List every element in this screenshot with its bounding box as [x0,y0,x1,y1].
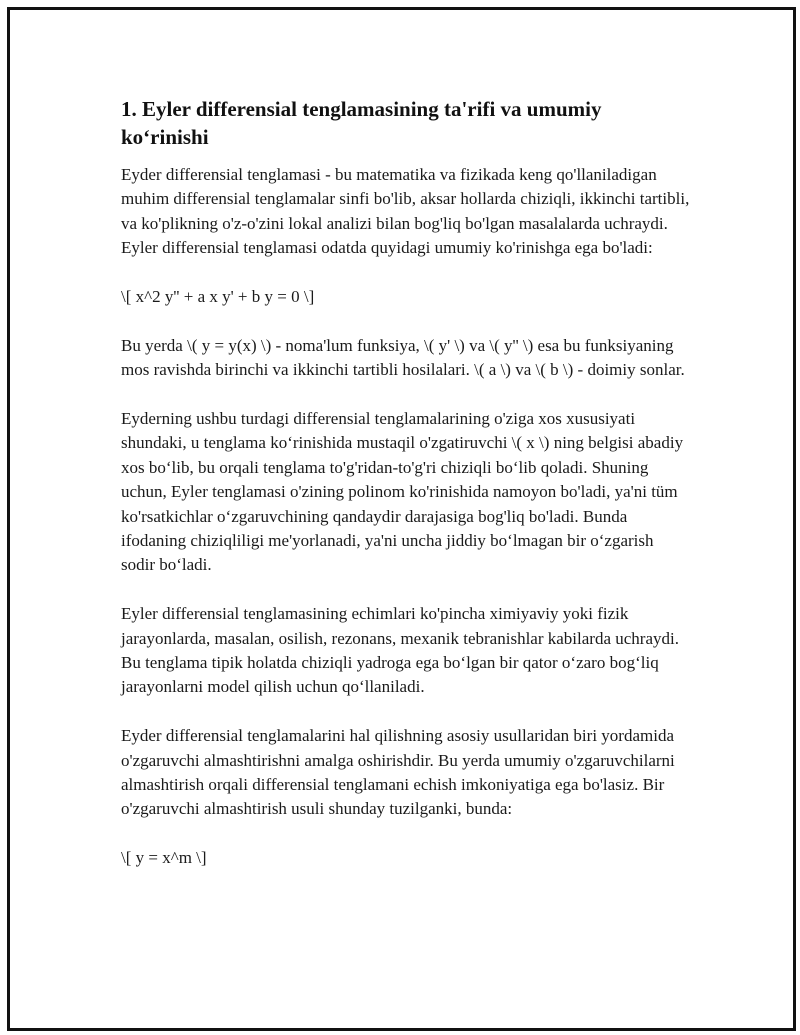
paragraph-intro: Eyder differensial tenglamasi - bu matematika va fizikada keng qo'llaniladigan muhim differensial tenglamalar sinfi bo'lib, aksar hollarda chiziqli, ikkinchi tartibli, va ko'plikning o'z-o'zini lokal analizi bilan bog'liq bo'lgan masalalarda uchraydi. Eyler differensial tenglamasi odatda quyidagi umumiy ko'rinishga ega bo'ladi: [121,165,690,258]
formula-euler-equation: \[ x^2 y'' + a x y' + b y = 0 \] [121,287,315,307]
document-content [121,95,691,895]
document-page [7,7,796,1031]
formula-substitution: \[ y = x^m \] [121,848,207,868]
paragraph-solution-method: Eyder differensial tenglamalarini hal qilishning asosiy usullaridan biri yordamida o'zgaruvchi almashtirishni amalga oshirishdir. Bu yerda umumiy o'zgaruvchilarni almashtirish orqali differensial tenglamani echish imkoniyatiga ega bo'lasiz. Bir o'zgaruvchi almashtirish usuli shunday tuzilganki, bunda: [121,726,675,819]
paragraph-definitions: Bu yerda \( y = y(x) \) - noma'lum funksiya, \( y' \) va \( y'' \) esa bu funksiyaning mos ravishda birinchi va ikkinchi tartibli hosilalari. \( a \) va \( b \) - doimiy sonlar. [121,335,685,380]
paragraph-applications: Eyler differensial tenglamasining echimlari ko'pincha ximiyaviy yoki fizik jarayonlarda, masalan, osilish, rezonans, mexanik tebranishlar kabilarda uchraydi. Bu tenglama tipik holatda chiziqli yadroga ega bo‘lgan bir qator o‘zaro bog‘liq jarayonlarni model qilish uchun qo‘llaniladi. [121,604,679,697]
paragraph-properties: Eyderning ushbu turdagi differensial tenglamalarining o'ziga xos xususiyati shundaki, u tenglama ko‘rinishida mustaqil o'zgatiruvchi \( x \) ning belgisi abadiy xos bo‘lib, bu orqali tenglama to'g'ridan-to'g'ri chiziqli bo‘lib qoladi. Shuning uchun, Eyler tenglamasi o'zining polinom ko'rinishida namoyon bo'ladi, ya'ni tüm ko'rsatkichlar o‘zgaruvchining qandaydir darajasiga bog'liq bo'ladi. Bunda ifodaning chiziqliligi me'yorlanadi, ya'ni uncha jiddiy bo‘lmagan bir o‘zgarish sodir bo‘ladi. [121,409,684,575]
section-heading: 1. Eyler differensial tenglamasining ta'rifi va umumiy ko‘rinishi [121,97,602,149]
